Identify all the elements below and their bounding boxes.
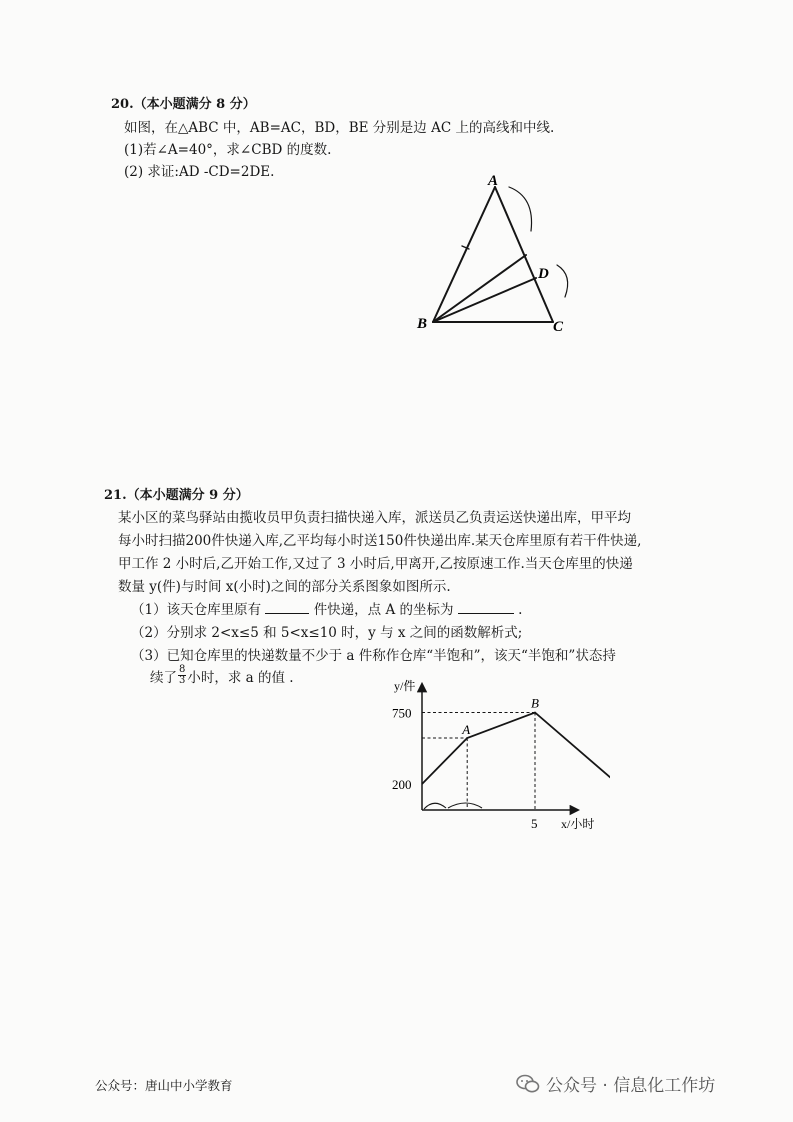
side-ab — [433, 187, 495, 322]
x-axis-label: x/小时 — [561, 817, 595, 831]
point-label-b: B — [531, 695, 539, 711]
q20-heading: 20.（本小题满分 8 分） — [111, 97, 256, 112]
point-label-a: A — [462, 722, 471, 737]
fraction-numerator: 8 — [179, 664, 186, 675]
wechat-icon — [516, 1074, 540, 1094]
scribble-marks — [424, 803, 482, 809]
q21-line3: 甲工作 2 小时后,乙开始工作,又过了 3 小时后,甲离开,乙按原速工作.当天仓库里的快递 — [118, 556, 633, 572]
x-tick-label-5: 5 — [531, 816, 538, 831]
q21-part3: （3）已知仓库里的快递数量不少于 a 件称作仓库“半饱和”，该天“半饱和”状态持 — [131, 648, 616, 664]
q21-part1-text-b: 件快递，点 A 的坐标为 — [313, 602, 454, 618]
label-a: A — [488, 173, 499, 189]
q21-part3-cont — [150, 665, 294, 686]
compass-arc-right — [557, 265, 568, 297]
q21-part2: （2）分别求 2<x≤5 和 5<x≤10 时，y 与 x 之间的函数解析式; — [131, 625, 523, 641]
q20-part1: (1)若∠A=40°，求∠CBD 的度数. — [124, 142, 332, 158]
q21-line1: 某小区的菜鸟驿站由揽收员甲负责扫描快递入库，派送员乙负责运送快递出库，甲平均 — [118, 510, 631, 526]
q21-part3-cont-b: 小时，求 a 的值 . — [187, 669, 294, 686]
q21-heading: 21.（本小题满分 9 分） — [104, 488, 249, 503]
compass-arc-top — [509, 187, 532, 231]
triangle-figure — [405, 165, 605, 345]
q21-part3-cont-a: 续了 — [150, 669, 177, 686]
q21-part1-text-a: （1）该天仓库里原有 — [131, 602, 262, 618]
q21-part1 — [131, 598, 522, 618]
answer-blank-point-a — [458, 601, 514, 614]
footer-right — [516, 1071, 715, 1096]
q21-part1-text-c: . — [518, 602, 523, 618]
footer-left: 公众号：唐山中小学教育 — [95, 1078, 233, 1093]
y-tick-label-200: 200 — [392, 777, 412, 792]
series-line — [422, 713, 610, 811]
q21-line2: 每小时扫描200件快递入库,乙平均每小时送150件快递出库.某天仓库里原有若干件快递, — [118, 533, 642, 549]
label-b: B — [417, 316, 428, 332]
side-ac — [495, 187, 553, 322]
label-d: D — [538, 266, 549, 282]
footer-right-text: 公众号 · 信息化工作坊 — [546, 1076, 716, 1096]
q21-graph — [370, 672, 610, 842]
q21-line4: 数量 y(件)与时间 x(小时)之间的部分关系图象如图所示. — [118, 579, 451, 595]
y-tick-label-750: 750 — [392, 705, 412, 721]
fraction-eight-thirds — [178, 665, 186, 686]
answer-blank-count — [265, 601, 309, 614]
fraction-denominator: 3 — [179, 675, 186, 686]
label-c: C — [553, 319, 564, 335]
q20-stem: 如图，在△ABC 中，AB=AC，BD，BE 分别是边 AC 上的高线和中线. — [124, 120, 555, 136]
q20-part2: (2) 求证:AD -CD=2DE. — [124, 164, 275, 180]
y-axis-label: y/件 — [394, 679, 416, 693]
